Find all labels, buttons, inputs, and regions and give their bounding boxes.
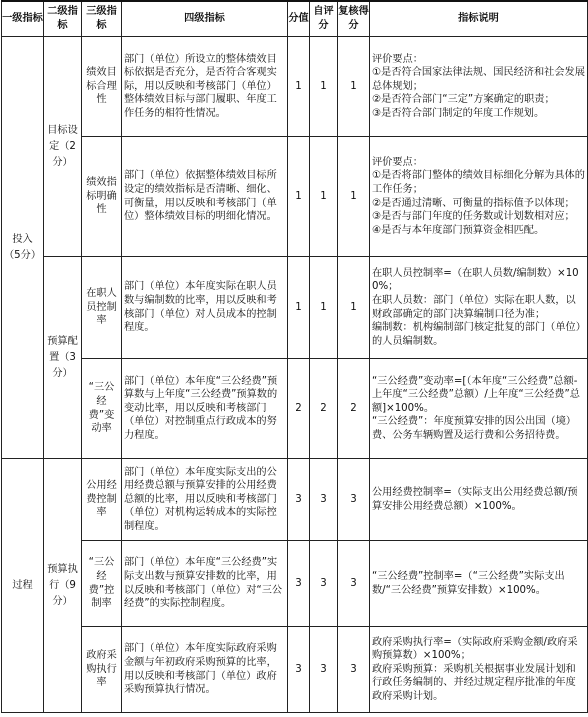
description-line: 评价要点： <box>372 53 423 65</box>
table-row <box>2 257 588 359</box>
header-level3: 三级指标 <box>82 1 122 37</box>
description-line: ④是否与本年度部门预算资金相匹配。 <box>372 224 545 236</box>
review-score-cell: 2 <box>338 359 370 459</box>
level1-process: 过程 <box>2 459 44 713</box>
description-line: ①是否将部门整体的绩效目标细化分解为具体的工作任务； <box>372 170 585 195</box>
review-score-cell: 1 <box>338 137 370 257</box>
level3-cell: 绩效目标合理性 <box>82 37 122 137</box>
score-cell: 3 <box>288 541 310 627</box>
header-level1: 一级指标 <box>2 1 44 37</box>
review-score-cell: 3 <box>338 459 370 541</box>
self-score-cell: 3 <box>310 627 338 713</box>
level4-cell: 部门（单位）本年度“三公经费”预算数与上年度“三公经费”预算数的变动比率，用以反映和考核部门（单位）对控制重点行政成本的努力程度。 <box>122 359 288 459</box>
description-line: ②是否符合部门“三定”方案确定的职责； <box>372 94 555 106</box>
description-line: 在职人员数：部门（单位）实际在职人数，以财政部确定的部门决算编制口径为准； <box>372 294 576 320</box>
description-line: ②是否通过清晰、可衡量的指标值予以体现； <box>372 197 575 209</box>
description-line: 在职人员控制率=（在职人员数/编制数）×100%； <box>372 267 579 293</box>
self-score-cell: 1 <box>310 37 338 137</box>
level3-cell: “三公经费”控制率 <box>82 541 122 627</box>
score-cell: 3 <box>288 459 310 541</box>
level1-input: 投入（5分） <box>2 37 44 459</box>
review-score-cell: 1 <box>338 257 370 359</box>
level4-cell: 部门（单位）本年度“三公经费”实际支出数与预算安排数的比率，用以反映和考核部门（单位）对“三公经费”的实际控制程度。 <box>122 541 288 627</box>
description-line: 公用经费控制率=（实际支出公用经费总额/预算安排公用经费总额）×100%。 <box>372 486 578 512</box>
description-cell <box>370 257 588 359</box>
review-score-cell: 1 <box>338 37 370 137</box>
table-row <box>2 137 588 257</box>
level3-cell: 在职人员控制率 <box>82 257 122 359</box>
self-score-cell: 1 <box>310 257 338 359</box>
description-line: 政府采购执行率=（实际政府采购金额/政府采购预算数）×100%； <box>372 636 578 662</box>
self-score-cell: 3 <box>310 459 338 541</box>
description-line: 政府采购预算：采购机关根据事业发展计划和行政任务编制的、并经过规定程序批准的年度政府采购计划。 <box>372 663 576 702</box>
description-line: ③是否与部门年度的任务数或计划数相对应； <box>372 211 575 223</box>
description-cell <box>370 627 588 713</box>
level3-cell: 绩效指标明确性 <box>82 137 122 257</box>
level4-cell: 部门（单位）依据整体绩效目标所设定的绩效指标是否清晰、细化、可衡量，用以反映和考核部门（单位）整体绩效目标的明细化情况。 <box>122 137 288 257</box>
description-cell <box>370 37 588 137</box>
header-row <box>2 1 588 37</box>
level3-cell: 公用经费控制率 <box>82 459 122 541</box>
header-self-score: 自评分 <box>310 1 338 37</box>
self-score-cell: 3 <box>310 541 338 627</box>
level2-target-setting: 目标设定（2分） <box>44 37 82 257</box>
header-level4: 四级指标 <box>122 1 288 37</box>
description-line: 编制数：机构编制部门核定批复的部门（单位）的人员编制数。 <box>372 322 581 347</box>
self-score-cell: 1 <box>310 137 338 257</box>
level4-cell: 部门（单位）本年度实际支出的公用经费总额与预算安排的公用经费总额的比率，用以反映和考核部门（单位）对机构运转成本的实际控制程度。 <box>122 459 288 541</box>
level4-cell: 部门（单位）本年度实际在职人员数与编制数的比率，用以反映和考核部门（单位）对人员成本的控制程度。 <box>122 257 288 359</box>
description-line: ①是否符合国家法律法规、国民经济和社会发展总体规划； <box>372 67 585 92</box>
table-row <box>2 37 588 137</box>
header-review-score: 复核得分 <box>338 1 370 37</box>
header-score: 分值 <box>288 1 310 37</box>
table-row <box>2 541 588 627</box>
table-row <box>2 459 588 541</box>
score-cell: 1 <box>288 137 310 257</box>
score-cell: 1 <box>288 257 310 359</box>
header-level2: 二级指标 <box>44 1 82 37</box>
score-cell: 3 <box>288 627 310 713</box>
description-line: “三公经费”控制率=（“三公经费”实际支出数/“三公经费”预算安排数）×100%。 <box>372 570 565 596</box>
review-score-cell: 3 <box>338 627 370 713</box>
level3-cell: 政府采购执行率 <box>82 627 122 713</box>
description-line: “三公经费”：年度预算安排的因公出国（境）费、公务车辆购置及运行费和公务招待费。 <box>372 416 577 441</box>
description-cell <box>370 137 588 257</box>
description-line: ③是否符合部门制定的年度工作规划。 <box>372 107 545 119</box>
table-row <box>2 359 588 459</box>
level2-budget-allocation: 预算配置（3分） <box>44 257 82 459</box>
header-description: 指标说明 <box>370 1 588 37</box>
score-cell: 2 <box>288 359 310 459</box>
description-line: 评价要点： <box>372 156 423 168</box>
description-cell <box>370 459 588 541</box>
self-score-cell: 2 <box>310 359 338 459</box>
table-row <box>2 627 588 713</box>
description-cell <box>370 359 588 459</box>
performance-indicator-table <box>1 0 588 713</box>
review-score-cell: 3 <box>338 541 370 627</box>
level2-budget-execution: 预算执行（9分） <box>44 459 82 713</box>
description-cell <box>370 541 588 627</box>
level4-cell: 部门（单位）所设立的整体绩效目标依据是否充分，是否符合客观实际，用以反映和考核部门（单位）整体绩效目标与部门履职、年度工作任务的相符性情况。 <box>122 37 288 137</box>
description-line: “三公经费”变动率=[（本年度“三公经费”总额-上年度“三公经费”总额）/上年度“三公经费”总额]×100%。 <box>372 375 580 414</box>
level3-cell: “三公经费”变动率 <box>82 359 122 459</box>
level4-cell: 部门（单位）本年度实际政府采购金额与年初政府采购预算的比率，用以反映和考核部门（单位）政府采购预算执行情况。 <box>122 627 288 713</box>
score-cell: 1 <box>288 37 310 137</box>
